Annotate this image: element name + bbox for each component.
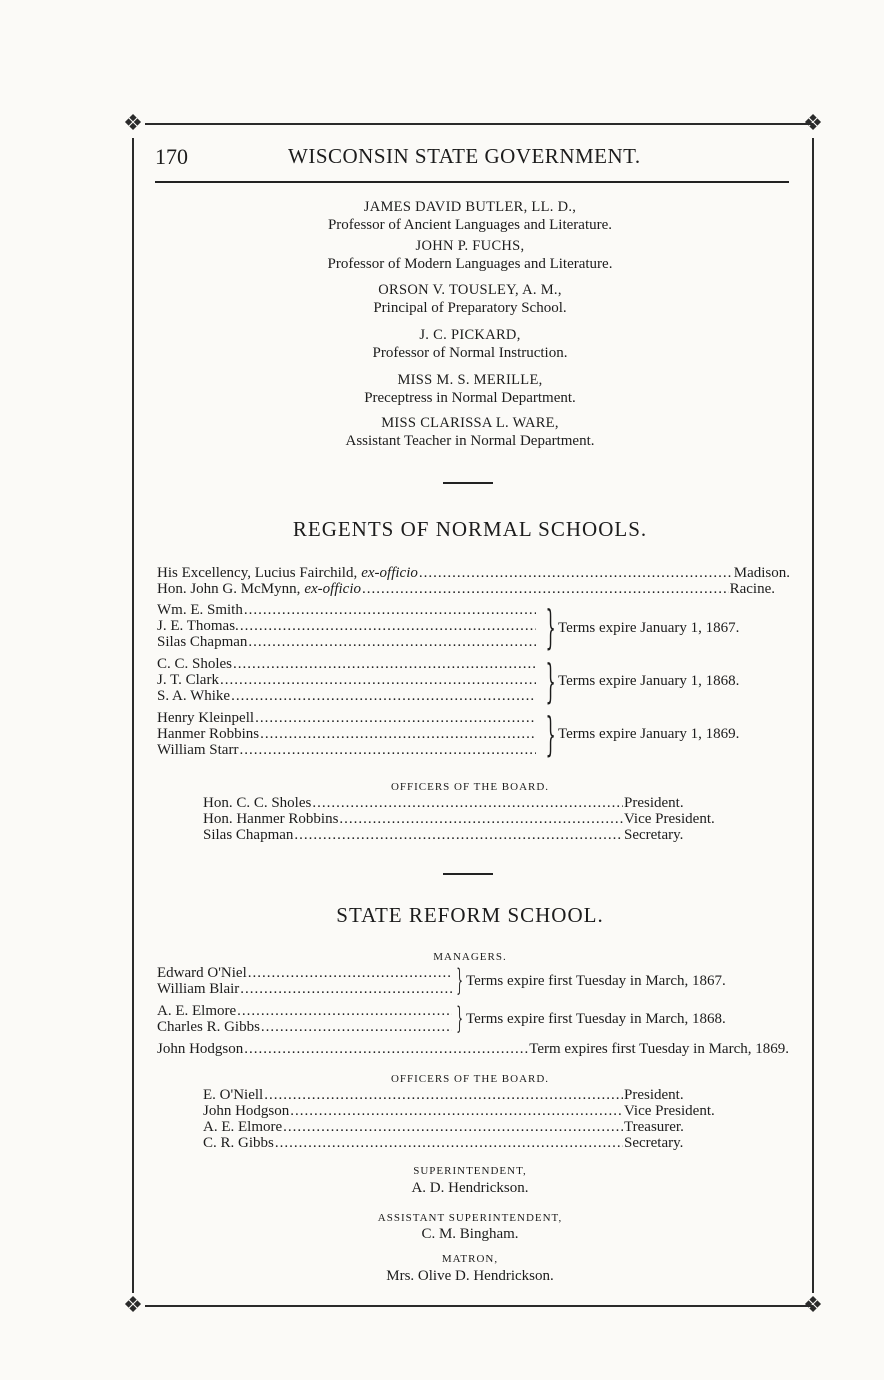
regent-place: Racine. <box>729 581 775 597</box>
dot-leader <box>237 1003 452 1019</box>
regent-place: Madison. <box>733 565 790 581</box>
superintendent-name: A. D. Hendrickson. <box>411 1180 529 1196</box>
faculty-entry <box>150 371 790 408</box>
faculty-entry <box>150 198 790 235</box>
regent-member-row <box>157 688 537 704</box>
officer-role: Vice President. <box>624 811 715 827</box>
manager-name: William Blair <box>157 981 240 997</box>
dot-leader <box>290 1103 623 1119</box>
officers-heading: OFFICERS OF THE BOARD. <box>390 1073 550 1085</box>
manager-member-row <box>157 1019 453 1035</box>
assistant-superintendent-name: C. M. Bingham. <box>421 1226 519 1242</box>
regent-member-name: Silas Chapman <box>157 634 248 650</box>
dot-leader <box>240 981 452 997</box>
term-note: Terms expire January 1, 1867. <box>558 620 740 636</box>
regent-member-name: Wm. E. Smith <box>157 602 243 618</box>
section-title-reform-school: STATE REFORM SCHOOL. <box>336 903 604 927</box>
faculty-entry <box>150 281 790 318</box>
term-note: Term expires first Tuesday in March, 1869. <box>529 1041 789 1057</box>
regent-name: His Excellency, Lucius Fairchild, <box>157 565 358 581</box>
faculty-name: J. C. PICKARD, <box>419 327 521 343</box>
brace-glyph: } <box>456 1001 463 1036</box>
faculty-name: JOHN P. FUCHS, <box>415 238 525 254</box>
page-number: 170 <box>155 144 188 169</box>
dot-leader <box>362 581 729 597</box>
officer-name: Silas Chapman <box>203 827 294 843</box>
dot-leader <box>239 742 536 758</box>
matron-label: MATRON, <box>441 1253 499 1265</box>
faculty-title: Preceptress in Normal Department. <box>364 390 576 406</box>
manager-member-row <box>157 965 453 981</box>
running-head: WISCONSIN STATE GOVERNMENT. <box>288 144 641 168</box>
faculty-title: Professor of Normal Instruction. <box>372 345 568 361</box>
officer-role: President. <box>624 1087 684 1103</box>
regent-note: ex-officio <box>361 565 418 581</box>
regent-member-row <box>157 656 537 672</box>
officers-heading: OFFICERS OF THE BOARD. <box>390 781 550 793</box>
dot-leader <box>248 965 452 981</box>
manager-member-row <box>157 1003 453 1019</box>
officer-role: Treasurer. <box>624 1119 684 1135</box>
officer-row <box>203 811 743 827</box>
regent-member-name: William Starr <box>157 742 239 758</box>
dot-leader <box>248 634 536 650</box>
manager-member-row <box>157 1041 789 1057</box>
regent-member-row <box>157 602 537 618</box>
term-note: Terms expire first Tuesday in March, 1868. <box>466 1011 726 1027</box>
dot-leader <box>339 811 623 827</box>
manager-member-row <box>157 981 453 997</box>
superintendent-label: SUPERINTENDENT, <box>413 1165 527 1177</box>
officer-name: C. R. Gibbs <box>203 1135 274 1151</box>
officer-role: Secretary. <box>624 1135 684 1151</box>
regent-ex-officio-row <box>157 565 790 581</box>
section-divider <box>443 482 493 484</box>
regent-member-name: J. E. Thomas. <box>157 618 239 634</box>
regent-member-name: C. C. Sholes <box>157 656 233 672</box>
frame-left-rule <box>132 138 134 1293</box>
regent-member-row <box>157 710 537 726</box>
dot-leader <box>220 672 536 688</box>
faculty-title: Assistant Teacher in Normal Department. <box>345 433 595 449</box>
regent-member-row <box>157 742 537 758</box>
corner-ornament-icon: ❖ <box>123 111 143 136</box>
corner-ornament-icon: ❖ <box>123 1293 143 1318</box>
officer-row <box>203 1103 748 1119</box>
dot-leader <box>231 688 536 704</box>
officer-name: Hon. Hanmer Robbins <box>203 811 339 827</box>
faculty-entry <box>150 326 790 363</box>
officer-name: E. O'Niell <box>203 1087 264 1103</box>
faculty-title: Professor of Modern Languages and Literature. <box>327 256 613 272</box>
officer-name: John Hodgson <box>203 1103 290 1119</box>
header-rule <box>155 181 789 183</box>
term-note: Terms expire January 1, 1869. <box>558 726 740 742</box>
dot-leader <box>244 1041 528 1057</box>
regent-note: ex-officio <box>304 581 361 597</box>
regent-ex-officio-row <box>157 581 775 597</box>
section-title-regents: REGENTS OF NORMAL SCHOOLS. <box>292 517 648 541</box>
regent-member-name: J. T. Clark <box>157 672 219 688</box>
faculty-name: MISS CLARISSA L. WARE, <box>381 415 559 431</box>
officer-role: President. <box>624 795 684 811</box>
officer-role: Secretary. <box>624 827 684 843</box>
dot-leader <box>244 602 536 618</box>
manager-name: Edward O'Niel <box>157 965 247 981</box>
term-note: Terms expire January 1, 1868. <box>558 673 740 689</box>
dot-leader <box>264 1087 623 1103</box>
officer-role: Vice President. <box>624 1103 715 1119</box>
regent-member-row <box>157 634 537 650</box>
manager-name: A. E. Elmore <box>157 1003 237 1019</box>
frame-bottom-rule <box>145 1305 813 1307</box>
dot-leader <box>312 795 623 811</box>
faculty-name: JAMES DAVID BUTLER, LL. D., <box>363 199 577 215</box>
faculty-entry <box>150 237 790 274</box>
dot-leader <box>260 726 536 742</box>
managers-heading: MANAGERS. <box>433 951 507 963</box>
officer-name: Hon. C. C. Sholes <box>203 795 312 811</box>
dot-leader <box>294 827 623 843</box>
regent-member-name: S. A. Whike <box>157 688 231 704</box>
regent-member-name: Henry Kleinpell <box>157 710 255 726</box>
officer-row <box>203 1135 723 1151</box>
dot-leader <box>240 618 536 634</box>
dot-leader <box>255 710 536 726</box>
faculty-title: Principal of Preparatory School. <box>373 300 567 316</box>
corner-ornament-icon: ❖ <box>803 111 823 136</box>
officer-name: A. E. Elmore <box>203 1119 283 1135</box>
faculty-title: Professor of Ancient Languages and Literature. <box>327 217 613 233</box>
brace-glyph: } <box>456 963 463 998</box>
manager-name: John Hodgson <box>157 1041 244 1057</box>
section-divider <box>443 873 493 875</box>
frame-right-rule <box>812 138 814 1293</box>
dot-leader <box>261 1019 452 1035</box>
regent-name: Hon. John G. McMynn, <box>157 581 301 597</box>
brace-glyph: } <box>545 654 556 708</box>
dot-leader <box>419 565 733 581</box>
dot-leader <box>275 1135 623 1151</box>
term-note: Terms expire first Tuesday in March, 1867. <box>466 973 726 989</box>
brace-glyph: } <box>545 707 556 761</box>
regent-member-name: Hanmer Robbins <box>157 726 260 742</box>
faculty-name: ORSON V. TOUSLEY, A. M., <box>378 282 562 298</box>
regent-member-row <box>157 726 537 742</box>
dot-leader <box>283 1119 623 1135</box>
officer-row <box>203 795 703 811</box>
faculty-name: MISS M. S. MERILLE, <box>397 372 543 388</box>
corner-ornament-icon: ❖ <box>803 1293 823 1318</box>
officer-row <box>203 827 723 843</box>
regent-member-row <box>157 618 537 634</box>
frame-top-rule <box>145 123 813 125</box>
officer-row <box>203 1119 723 1135</box>
faculty-entry <box>150 414 790 451</box>
manager-name: Charles R. Gibbs <box>157 1019 260 1035</box>
matron-name: Mrs. Olive D. Hendrickson. <box>386 1268 554 1284</box>
officer-row <box>203 1087 723 1103</box>
assistant-superintendent-label: ASSISTANT SUPERINTENDENT, <box>377 1212 563 1224</box>
dot-leader <box>233 656 536 672</box>
brace-glyph: } <box>545 600 556 654</box>
regent-member-row <box>157 672 537 688</box>
